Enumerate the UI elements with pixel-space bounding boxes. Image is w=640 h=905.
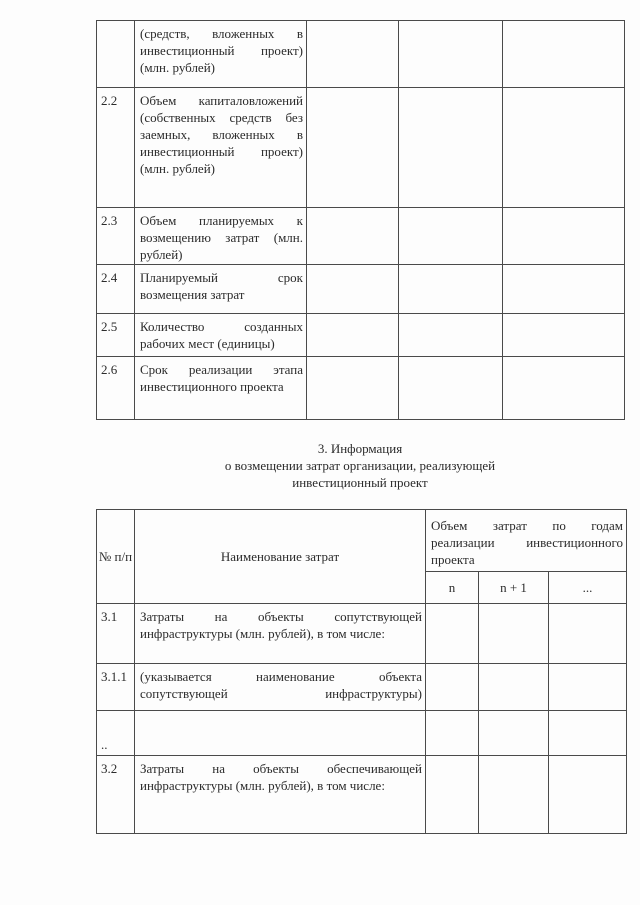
header-cost-name: Наименование затрат	[135, 510, 426, 604]
table-header-row	[97, 510, 627, 572]
value-cell	[503, 314, 625, 357]
row-number: 2.3	[97, 208, 135, 265]
row-number: ..	[97, 711, 135, 756]
value-cell	[426, 756, 479, 834]
row-number: 2.4	[97, 265, 135, 314]
row-description: Количество созданных рабочих мест (единицы)	[135, 314, 307, 357]
header-cost-volume: Объем затрат по годам реализации инвестиционного проекта	[426, 510, 627, 572]
header-year-n: n	[426, 572, 479, 604]
value-cell	[399, 265, 503, 314]
value-cell	[399, 208, 503, 265]
value-cell	[479, 756, 549, 834]
table-row	[97, 664, 627, 711]
investment-project-table	[96, 20, 625, 420]
table-row	[97, 711, 627, 756]
cost-reimbursement-table	[96, 509, 627, 834]
row-description: Затраты на объекты обеспечивающей инфраструктуры (млн. рублей), в том числе:	[135, 756, 426, 834]
value-cell	[503, 88, 625, 208]
table-row	[97, 21, 625, 88]
row-number: 2.2	[97, 88, 135, 208]
value-cell	[307, 88, 399, 208]
table-row	[97, 357, 625, 420]
row-number: 2.5	[97, 314, 135, 357]
row-number: 3.1.1	[97, 664, 135, 711]
row-description: Объем капиталовложений (собственных средств без заемных, вложенных в инвестиционный проект) (млн. рублей)	[135, 88, 307, 208]
value-cell	[503, 208, 625, 265]
value-cell	[503, 21, 625, 88]
value-cell	[399, 314, 503, 357]
value-cell	[479, 664, 549, 711]
row-description: Планируемый срок возмещения затрат	[135, 265, 307, 314]
table-row	[97, 756, 627, 834]
header-year-n-plus-1: n + 1	[479, 572, 549, 604]
value-cell	[549, 604, 627, 664]
value-cell	[503, 357, 625, 420]
row-description	[135, 711, 426, 756]
value-cell	[549, 664, 627, 711]
row-number	[97, 21, 135, 88]
value-cell	[307, 21, 399, 88]
value-cell	[399, 21, 503, 88]
row-description: (указывается наименование объекта сопутствующей инфраструктуры)	[135, 664, 426, 711]
value-cell	[503, 265, 625, 314]
table-row	[97, 265, 625, 314]
table-row	[97, 208, 625, 265]
table-row	[97, 314, 625, 357]
value-cell	[479, 604, 549, 664]
value-cell	[426, 664, 479, 711]
section-title-line: 3. Информация	[317, 441, 403, 456]
value-cell	[479, 711, 549, 756]
row-description: Затраты на объекты сопутствующей инфраструктуры (млн. рублей), в том числе:	[135, 604, 426, 664]
value-cell	[307, 314, 399, 357]
section-title-line: о возмещении затрат организации, реализующей	[224, 458, 496, 473]
row-description: Срок реализации этапа инвестиционного проекта	[135, 357, 307, 420]
table-row	[97, 88, 625, 208]
value-cell	[399, 88, 503, 208]
value-cell	[549, 711, 627, 756]
header-year-etc: ...	[549, 572, 627, 604]
value-cell	[307, 265, 399, 314]
row-number: 3.1	[97, 604, 135, 664]
section-title-line: инвестиционный проект	[292, 475, 428, 490]
row-number: 2.6	[97, 357, 135, 420]
value-cell	[426, 604, 479, 664]
value-cell	[307, 208, 399, 265]
section-3-heading	[150, 440, 570, 491]
row-description: (средств, вложенных в инвестиционный проект) (млн. рублей)	[135, 21, 307, 88]
value-cell	[426, 711, 479, 756]
value-cell	[307, 357, 399, 420]
table-row	[97, 604, 627, 664]
row-number: 3.2	[97, 756, 135, 834]
value-cell	[399, 357, 503, 420]
value-cell	[549, 756, 627, 834]
header-number: № п/п	[97, 510, 135, 604]
row-description: Объем планируемых к возмещению затрат (млн. рублей)	[135, 208, 307, 265]
